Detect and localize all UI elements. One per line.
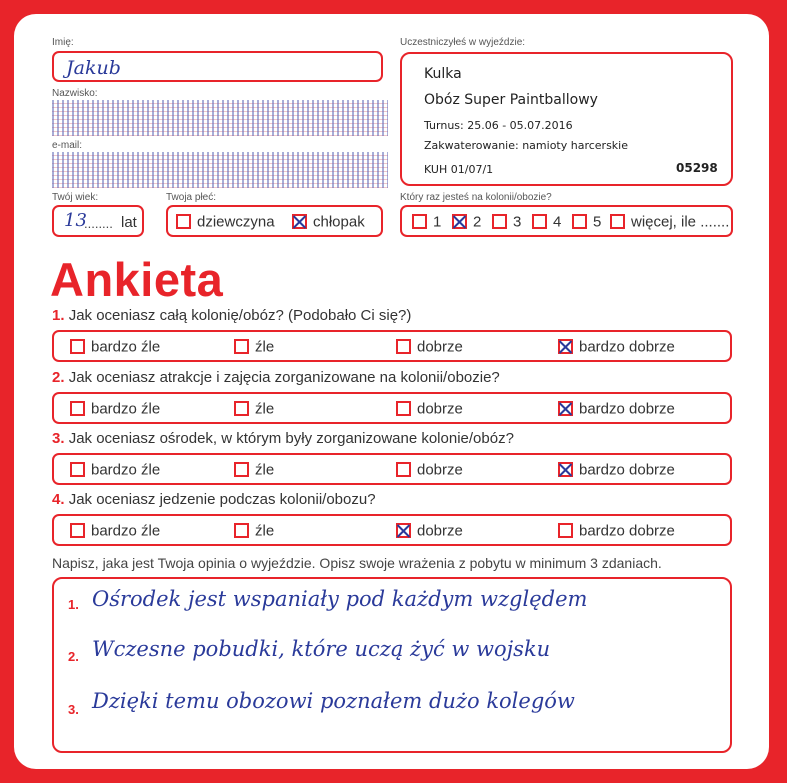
checkbox[interactable] — [176, 214, 191, 229]
question-text: Jak oceniasz atrakcje i zajęcia zorganizowane na kolonii/obozie? — [68, 369, 500, 386]
rating-label: źle — [255, 522, 275, 540]
opinion-line-text: Wczesne pobudki, które uczą żyć w wojsku — [92, 637, 551, 661]
rating-option[interactable] — [70, 461, 160, 479]
question-text: Jak oceniasz ośrodek, w którym były zorganizowane kolonie/obóz? — [68, 430, 514, 447]
question-number: 1. — [52, 307, 65, 324]
answer-row-3 — [52, 453, 732, 485]
rating-label: dobrze — [417, 338, 463, 356]
rating-label: dobrze — [417, 461, 463, 479]
rating-option[interactable] — [234, 461, 274, 479]
rating-option[interactable] — [70, 400, 160, 418]
camp-title: Obóz Super Paintballowy — [424, 92, 598, 108]
rating-label: bardzo źle — [91, 338, 161, 356]
rating-label: bardzo dobrze — [579, 400, 675, 418]
rating-label: bardzo dobrze — [579, 522, 675, 540]
checkbox[interactable] — [70, 523, 85, 538]
answer-row-4 — [52, 514, 732, 546]
checkbox-checked[interactable] — [558, 462, 573, 477]
age-field[interactable] — [52, 205, 144, 237]
checkbox[interactable] — [234, 339, 249, 354]
email-label: e-mail: — [52, 140, 83, 151]
checkbox[interactable] — [492, 214, 507, 229]
rating-option[interactable] — [558, 522, 675, 540]
email-redacted — [52, 152, 388, 188]
checkbox[interactable] — [396, 401, 411, 416]
opinion-line-text: Ośrodek jest wspaniały pod każdym względem — [92, 587, 588, 611]
rating-option[interactable] — [70, 338, 160, 356]
name-label: Imię: — [52, 37, 74, 48]
rating-option[interactable] — [70, 522, 160, 540]
surname-redacted — [52, 100, 388, 136]
checkbox[interactable] — [412, 214, 427, 229]
gender-field — [166, 205, 383, 237]
checkbox[interactable] — [610, 214, 625, 229]
checkbox[interactable] — [70, 462, 85, 477]
camp-lodging: Zakwaterowanie: namioty harcerskie — [424, 139, 628, 152]
question-text: Jak oceniasz całą kolonię/obóz? (Podobało Ci się?) — [68, 307, 412, 324]
checkbox[interactable] — [396, 462, 411, 477]
checkbox-checked[interactable] — [396, 523, 411, 538]
rating-option[interactable] — [396, 338, 463, 356]
participant-label: Uczestniczyłeś w wyjeździe: — [400, 37, 526, 48]
gender-option-boy[interactable]: chłopak — [292, 213, 365, 231]
answer-row-2 — [52, 392, 732, 424]
checkbox-checked[interactable] — [452, 214, 467, 229]
question-number: 4. — [52, 491, 65, 508]
age-dots: ........ — [84, 216, 113, 231]
gender-option-girl[interactable]: dziewczyna — [176, 213, 275, 231]
question-2 — [52, 369, 500, 386]
rating-option[interactable] — [558, 400, 675, 418]
answer-row-1 — [52, 330, 732, 362]
question-text: Jak oceniasz jedzenie podczas kolonii/obozu? — [68, 491, 376, 508]
opinion-line-text: Dzięki temu obozowi poznałem dużo kolegów — [92, 689, 575, 713]
rating-option[interactable] — [234, 400, 274, 418]
name-field[interactable] — [52, 51, 383, 82]
rating-label: źle — [255, 400, 275, 418]
question-4 — [52, 491, 376, 508]
camp-turnus: Turnus: 25.06 - 05.07.2016 — [424, 119, 573, 132]
opinion-line-num: 1. — [68, 597, 79, 612]
checkbox[interactable] — [396, 339, 411, 354]
checkbox[interactable] — [70, 339, 85, 354]
times-label: Który raz jesteś na kolonii/obozie? — [400, 192, 552, 203]
checkbox-checked[interactable] — [558, 339, 573, 354]
camp-number: 05298 — [676, 161, 718, 175]
opinion-line-num: 3. — [68, 702, 79, 717]
times-option-4[interactable]: 4 — [532, 213, 561, 231]
rating-label: źle — [255, 461, 275, 479]
question-3 — [52, 430, 514, 447]
checkbox[interactable] — [234, 462, 249, 477]
opinion-box[interactable] — [52, 577, 732, 753]
question-1 — [52, 307, 411, 324]
rating-label: bardzo dobrze — [579, 461, 675, 479]
times-option-1[interactable]: 1 — [412, 213, 441, 231]
checkbox-checked[interactable] — [558, 401, 573, 416]
camp-code: KUH 01/07/1 — [424, 163, 494, 176]
rating-option[interactable] — [396, 522, 463, 540]
rating-option[interactable] — [396, 400, 463, 418]
surname-label: Nazwisko: — [52, 88, 98, 99]
age-value: 13 — [64, 210, 87, 231]
rating-label: bardzo dobrze — [579, 338, 675, 356]
age-label: Twój wiek: — [52, 192, 99, 203]
rating-option[interactable] — [234, 522, 274, 540]
question-number: 3. — [52, 430, 65, 447]
name-value: Jakub — [66, 57, 121, 79]
checkbox[interactable] — [572, 214, 587, 229]
checkbox[interactable] — [234, 523, 249, 538]
rating-label: bardzo źle — [91, 461, 161, 479]
camp-name: Kulka — [424, 66, 462, 82]
checkbox[interactable] — [558, 523, 573, 538]
age-unit: lat — [121, 214, 137, 231]
checkbox-checked[interactable] — [292, 214, 307, 229]
times-field — [400, 205, 733, 237]
rating-label: źle — [255, 338, 275, 356]
camp-info-box — [400, 52, 733, 186]
times-option-3[interactable]: 3 — [492, 213, 521, 231]
rating-label: bardzo źle — [91, 522, 161, 540]
rating-label: bardzo źle — [91, 400, 161, 418]
checkbox[interactable] — [532, 214, 547, 229]
times-option-more[interactable]: więcej, ile ....... — [610, 213, 729, 231]
rating-option[interactable] — [558, 338, 675, 356]
opinion-line-num: 2. — [68, 649, 79, 664]
rating-option[interactable] — [558, 461, 675, 479]
rating-option[interactable] — [234, 338, 274, 356]
survey-title: Ankieta — [50, 253, 224, 306]
question-number: 2. — [52, 369, 65, 386]
times-option-2[interactable]: 2 — [452, 213, 481, 231]
gender-label: Twoja płeć: — [166, 192, 217, 203]
times-option-5[interactable]: 5 — [572, 213, 601, 231]
opinion-prompt: Napisz, jaka jest Twoja opinia o wyjeździe. Opisz swoje wrażenia z pobytu w minimum 3 zdaniach. — [52, 555, 662, 571]
checkbox[interactable] — [70, 401, 85, 416]
rating-option[interactable] — [396, 461, 463, 479]
rating-label: dobrze — [417, 400, 463, 418]
rating-label: dobrze — [417, 522, 463, 540]
checkbox[interactable] — [234, 401, 249, 416]
